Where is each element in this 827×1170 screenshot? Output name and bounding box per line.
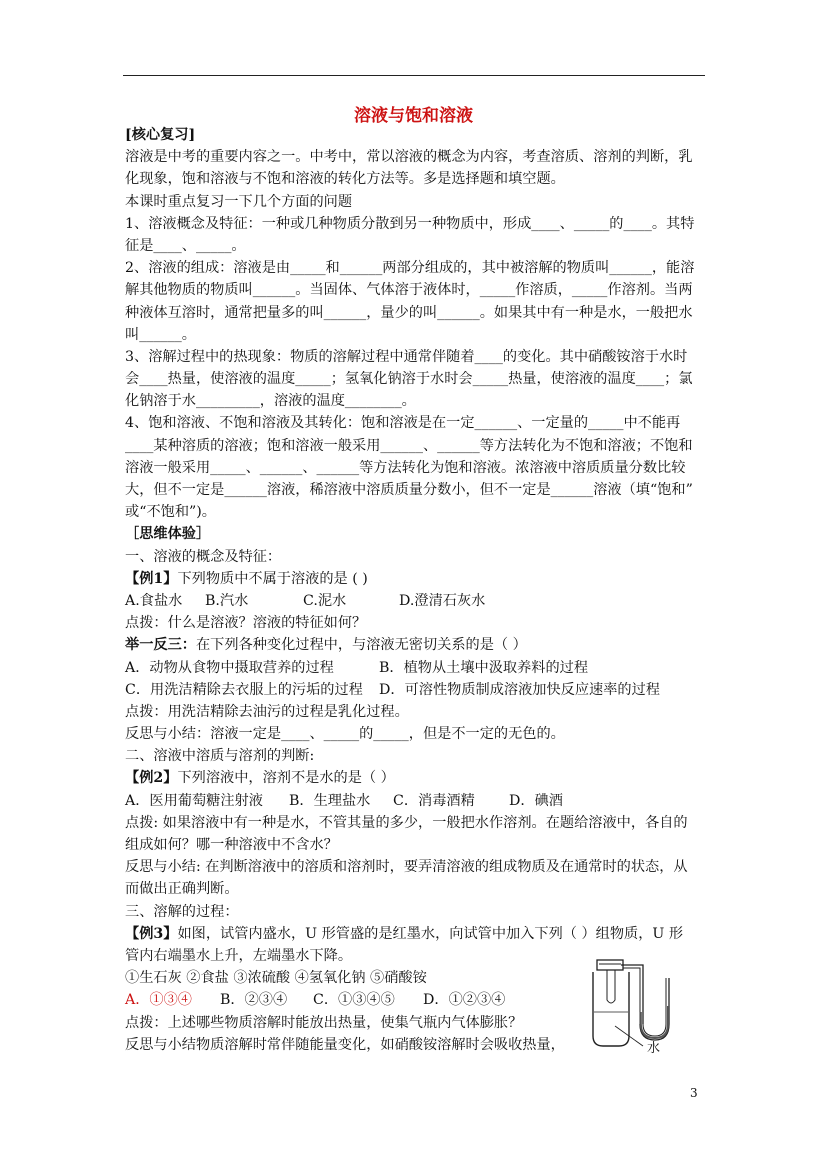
example-reflection: 而做出正确判断。 — [125, 881, 239, 898]
example-1-options — [125, 590, 710, 612]
paragraph-line: 化现象，饱和溶液与不饱和溶液的转化方法等。多是选择题和填空题。 — [125, 171, 565, 188]
subsection-title: 二、溶液中溶质与溶剂的判断: — [125, 748, 315, 765]
question-line: 大，但不一定是______溶液，稀溶液中溶质质量分数小，但不一定是______溶液（填“饱和” — [125, 482, 693, 498]
example-tip: 点拨: 如果溶液中有一种是水，不管其量的多少，一般把水作溶剂。在题给溶液中，各自的 — [125, 814, 688, 831]
example-tip: 点拨：上述哪些物质溶解时能放出热量，使集气瓶内气体膨胀？ — [125, 1014, 523, 1031]
example-reflection: 反思与小结: 在判断溶液中的溶质和溶剂时，要弄清溶液的组成物质及在通常时的状态，从 — [125, 859, 688, 876]
question-line: 4、饱和溶液、不饱和溶液及其转化：饱和溶液是在一定______、一定量的_____中不能再 — [125, 415, 681, 432]
option-c: C．消毒酒精 — [393, 792, 475, 809]
question-line: 化钠溶于水_________，溶液的温度________。 — [125, 393, 416, 410]
option-a: A．医用葡萄糖注射液 — [125, 792, 263, 809]
document-body — [125, 124, 710, 1056]
option-d: D．碘酒 — [509, 792, 563, 809]
extension-question-text: 在下列各种变化过程中，与溶液无密切关系的是（ ） — [195, 637, 527, 654]
extension-reflection: 反思与小结：溶液一定是____、_____的_____，但是不一定的无色的。 — [125, 726, 565, 743]
question-line: 1、溶液概念及特征：一种或几种物质分散到另一种物质中，形成____、_____的____。其特 — [125, 215, 695, 232]
extension-options-ab — [125, 657, 710, 679]
question-line: 种液体互溶时，通常把量多的叫______，量少的叫______。如果其中有一种是水，一般把水 — [125, 304, 693, 321]
example-3-question-cont: 管内右端墨水上升，左端墨水下降。 — [125, 947, 353, 964]
page-number: 3 — [690, 1086, 698, 1100]
example-2-question — [125, 767, 710, 789]
question-line: 溶液一般采用_____、______、______等方法转化为饱和溶液。浓溶液中溶质质量分数比较 — [125, 459, 686, 476]
example-label: 【例3】 — [125, 925, 178, 942]
option-c: C．用洗洁精除去衣服上的污垢的过程 — [125, 681, 363, 698]
example-tip: 组成如何？哪一种溶液中不含水？ — [125, 837, 338, 853]
subsection-title: 一、溶液的概念及特征： — [125, 548, 282, 565]
section-heading-think: ［思维体验］ — [125, 526, 211, 543]
question-line: 3、溶解过程中的热现象：物质的溶解过程中通常伴随着____的变化。其中硝酸铵溶于水时 — [125, 348, 688, 365]
option-b: B．生理盐水 — [289, 792, 371, 809]
connecting-tube-inner — [623, 968, 640, 1024]
option-b: B．植物从土壤中汲取养料的过程 — [379, 659, 589, 676]
flask-outline — [593, 972, 629, 1046]
inner-tube — [607, 970, 615, 1003]
option-a-answer: A．①③④ — [125, 992, 192, 1009]
question-line: 征是____、_____。 — [125, 237, 246, 254]
u-tube-inner — [643, 978, 666, 1036]
option-d: D.澄清石灰水 — [399, 592, 486, 609]
paragraph-line: 本课时重点复习一下几个方面的问题 — [125, 193, 353, 210]
extension-tip: 点拨：用洗洁精除去油污的过程是乳化过程。 — [125, 703, 409, 720]
test-tube-u-tube-figure — [585, 954, 695, 1054]
option-a: A.食盐水 — [125, 592, 183, 609]
example-2-options — [125, 790, 710, 812]
option-c: C．①③④⑤ — [313, 992, 395, 1009]
question-line: 2、溶液的组成：溶液是由_____和______两部分组成的，其中被溶解的物质叫______，能溶 — [125, 260, 695, 277]
extension-label: 举一反三： — [125, 637, 196, 654]
option-a: A．动物从食物中摄取营养的过程 — [125, 659, 334, 676]
question-line: ____某种溶质的溶液；饱和溶液一般采用______、______等方法转化为不饱和溶液；不饱和 — [125, 437, 693, 454]
example-question-text: 如图，试管内盛水，U 形管盛的是红墨水，向试管中加入下列（ ）组物质，U 形 — [177, 925, 684, 942]
example-tip: 点拨：什么是溶液？溶液的特征如何？ — [125, 615, 367, 632]
question-line: 会____热量，使溶液的温度_____；氢氧化钠溶于水时会_____热量，使溶液的温度____；氯 — [125, 371, 693, 388]
header-rule — [123, 75, 705, 76]
red-ink — [641, 1006, 668, 1038]
example-label: 【例2】 — [125, 770, 178, 787]
option-b: B.汽水 — [205, 592, 249, 609]
example-label: 【例1】 — [125, 570, 178, 587]
paragraph-line: 溶液是中考的重要内容之一。中考中，常以溶液的概念为内容，考查溶质、溶剂的判断，乳 — [125, 149, 693, 166]
question-line: 叫______。 — [125, 326, 196, 343]
extension-options-cd — [125, 679, 710, 701]
example-3-items: ①生石灰 ②食盐 ③浓硫酸 ④氢氧化钠 ⑤硝酸铵 — [125, 970, 427, 987]
extension-question — [125, 634, 710, 656]
section-heading-core: [核心复习] — [125, 127, 196, 143]
example-question-text: 下列物质中不属于溶液的是 ( ) — [177, 570, 368, 587]
example-reflection: 反思与小结物质溶解时常伴随能量变化，如硝酸铵溶解时会吸收热量， — [125, 1036, 565, 1053]
page-title: 溶液与饱和溶液 — [354, 106, 473, 126]
option-c: C.泥水 — [303, 592, 347, 609]
figure-label-water: 水 — [647, 1041, 661, 1054]
example-1-question — [125, 568, 710, 590]
option-d: D．可溶性物质制成溶液加快反应速率的过程 — [379, 681, 660, 698]
question-line: 或“不饱和”)。 — [125, 504, 216, 521]
stopper — [597, 960, 623, 970]
example-3-question — [125, 923, 710, 945]
question-line: 解其他物质的物质叫______。当固体、气体溶于液体时，_____作溶质，_____作溶剂。当两 — [125, 282, 693, 299]
subsection-title: 三、溶解的过程： — [125, 903, 239, 920]
option-b: B．②③④ — [220, 992, 288, 1009]
option-d: D．①②③④ — [423, 992, 506, 1009]
example-question-text: 下列溶液中，溶剂不是水的是（ ） — [177, 770, 395, 787]
